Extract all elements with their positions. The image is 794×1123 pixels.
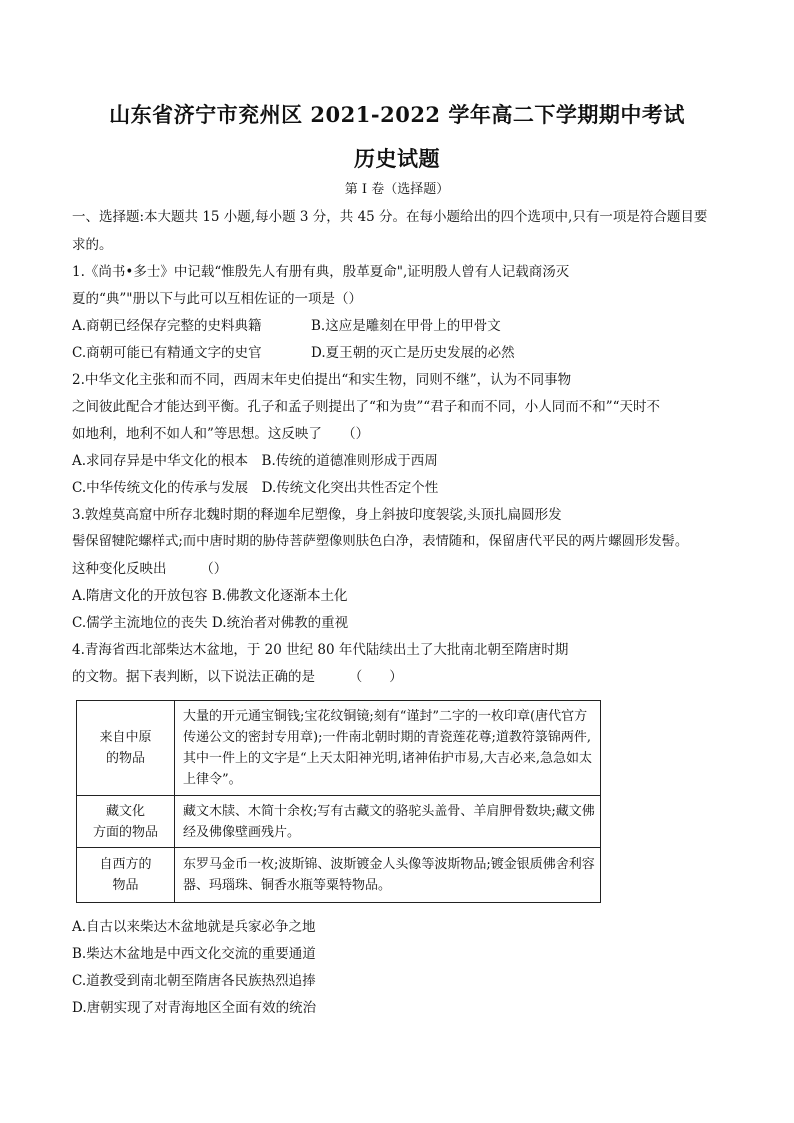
row-label — [77, 701, 175, 796]
q2-stem-line-2: 之间彼此配合才能达到平衡。孔子和孟子则提出了“和为贵”“君子和而不同，小人同而不和”“天时不 — [72, 399, 661, 415]
artifact-table — [76, 700, 601, 903]
row-content-text: 东罗马金币一枚;波斯锦、波斯镀金人头像等波斯物品;镀金银质佛舍利容器、玛瑙珠、铜香水瓶等粟特物品。 — [183, 857, 595, 894]
q3-options-ab: A.隋唐文化的开放包容 B.佛教文化逐渐本土化 — [72, 588, 348, 604]
q1-stem-line-1: 1.《尚书•多士》中记载“惟殷先人有册有典，殷革夏命",证明殷人曾有人记载商汤灭 — [72, 264, 570, 280]
section-heading: 第 I 卷（选择题） — [344, 182, 450, 197]
q4-option-a: A.自古以来柴达木盆地就是兵家必争之地 — [72, 919, 316, 935]
q4-stem-line-2: 的文物。据下表判断，以下说法正确的是 （ ） — [72, 669, 403, 685]
instructions-line-2: 求的。 — [72, 237, 113, 253]
q1-option-a: A.商朝已经保存完整的史料典籍 — [72, 318, 262, 334]
instructions-line-1: 一、选择题:本大题共 15 小题,每小题 3 分，共 45 分。在每小题给出的四个选项中,只有一项是符合题目要 — [72, 209, 708, 225]
table-row — [77, 795, 601, 848]
table-row — [77, 848, 601, 903]
q3-options-cd: C.儒学主流地位的丧失 D.统治者对佛教的重视 — [72, 615, 349, 631]
q2-options-ab: A.求同存异是中华文化的根本 B.传统的道德准则形成于西周 — [72, 453, 438, 469]
row-content-text: 大量的开元通宝铜钱;宝花纹铜镜;刻有“谨封”二字的一枚印章(唐代官方传递公文的密封专用章);一件南北朝时期的青瓷莲花尊;道教符箓锦两件,其中一件上的文字是“上天太阳神光明,诸神佑护市易,大吉必来,急急如太上律令”。 — [183, 708, 593, 787]
q3-stem-line-3: 这种变化反映出 （） — [72, 561, 228, 577]
q4-option-d: D.唐朝实现了对青海地区全面有效的统治 — [72, 1000, 317, 1016]
q1-stem-line-2: 夏的“典”"册以下与此可以互相佐证的一项是（） — [72, 291, 363, 307]
q2-options-cd: C.中华传统文化的传承与发展 D.传统文化突出共性否定个性 — [72, 480, 439, 496]
q4-option-c: C.道教受到南北朝至隋唐各民族热烈追捧 — [72, 973, 316, 989]
q3-stem-line-1: 3.敦煌莫高窟中所存北魏时期的释迦牟尼塑像，身上斜披印度袈裟,头顶扎扁圆形发 — [72, 507, 562, 523]
row-content — [175, 848, 601, 903]
q2-stem-line-3: 如地利，地利不如人和”等思想。这反映了 （） — [72, 426, 370, 442]
row-label — [77, 795, 175, 848]
row-content — [175, 701, 601, 796]
row-label-text: 来自中原 的物品 — [99, 729, 152, 766]
row-label-text: 自西方的 物品 — [99, 857, 152, 894]
q1-option-b: B.这应是雕刻在甲骨上的甲骨文 — [311, 318, 501, 334]
q4-option-b: B.柴达木盆地是中西文化交流的重要通道 — [72, 946, 316, 962]
q1-option-c: C.商朝可能已有精通文字的史官 — [72, 345, 262, 361]
row-content-text: 藏文木牍、木简十余枚;写有古藏文的骆驼头盖骨、羊肩胛骨数块;藏文佛经及佛像壁画残片。 — [183, 803, 595, 840]
row-content — [175, 795, 601, 848]
exam-title: 山东省济宁市兖州区 2021-2022 学年高二下学期期中考试 — [109, 102, 685, 127]
row-label — [77, 848, 175, 903]
exam-subtitle: 历史试题 — [354, 146, 440, 171]
q3-stem-line-2: 髻保留犍陀螺样式;而中唐时期的胁侍菩萨塑像则肤色白净，表情随和，保留唐代平民的两片螺圆形发髻。 — [72, 534, 689, 549]
q1-option-d: D.夏王朝的灭亡是历史发展的必然 — [311, 345, 515, 361]
row-label-text: 藏文化 方面的物品 — [92, 803, 158, 840]
q4-stem-line-1: 4.青海省西北部柴达木盆地，于 20 世纪 80 年代陆续出土了大批南北朝至隋唐时期 — [72, 642, 569, 658]
q2-stem-line-1: 2.中华文化主张和而不同，西周末年史伯提出“和实生物，同则不继”，认为不同事物 — [72, 372, 572, 388]
table-row — [77, 701, 601, 796]
